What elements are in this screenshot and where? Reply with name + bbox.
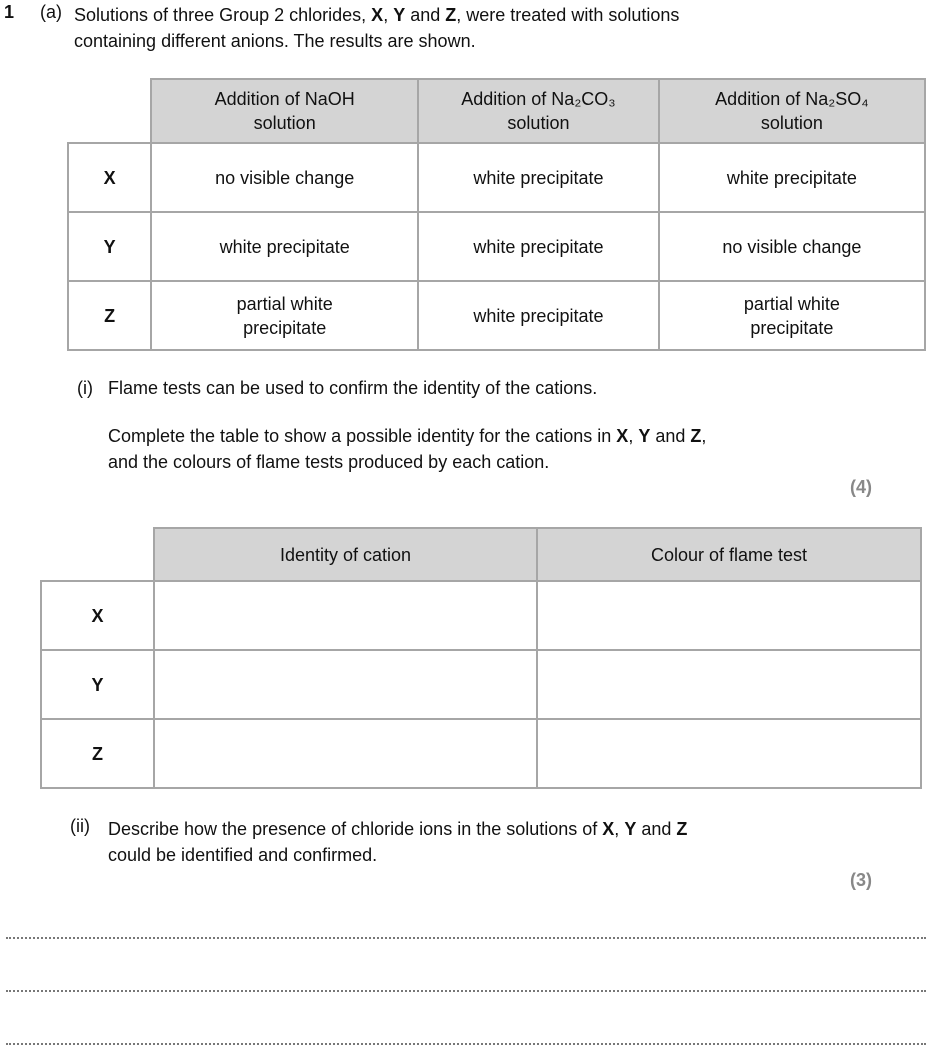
question-text: Describe how the presence of chloride ions in the solutions of [108, 819, 603, 839]
instruction-text: and [650, 426, 691, 446]
part-ii-question [108, 816, 687, 868]
question-part: (a) [40, 2, 62, 22]
results-table [67, 78, 926, 351]
header-na2so4: Addition of Na₂SO₄ solution [659, 79, 925, 143]
question-number: 1 [4, 2, 15, 22]
part-i-instructions [108, 423, 706, 475]
question-intro [74, 2, 679, 54]
row-label: X [41, 581, 154, 650]
cation-answer-cell-x[interactable] [154, 581, 537, 650]
instruction-text: and the colours of flame tests produced by each cation. [108, 452, 550, 472]
table-cell: white precipitate [418, 281, 659, 350]
table-cell: partial white precipitate [151, 281, 418, 350]
table-row [68, 143, 925, 212]
label-z: Z [445, 5, 457, 25]
row-label: Y [41, 650, 154, 719]
question-text: , [614, 819, 625, 839]
question-text: and [636, 819, 677, 839]
label-x: X [602, 819, 615, 839]
table-cell: no visible change [151, 143, 418, 212]
table-cell: white precipitate [418, 212, 659, 281]
answer-line[interactable] [6, 937, 926, 939]
flame-colour-answer-cell-x[interactable] [537, 581, 921, 650]
instruction-text: , [628, 426, 639, 446]
row-label: Z [41, 719, 154, 788]
table-cell: no visible change [659, 212, 925, 281]
flame-colour-answer-cell-z[interactable] [537, 719, 921, 788]
intro-text: Solutions of three Group 2 chlorides, [74, 5, 372, 25]
flame-test-table [40, 527, 922, 789]
header-naoh: Addition of NaOH solution [151, 79, 418, 143]
marks-part-i: (4) [850, 477, 872, 497]
label-y: Y [624, 819, 637, 839]
intro-text: , were treated with solutions [456, 5, 680, 25]
table-row [41, 650, 921, 719]
part-i-line1: Flame tests can be used to confirm the identity of the cations. [108, 378, 598, 398]
header-identity-of-cation: Identity of cation [154, 528, 537, 581]
flame-colour-answer-cell-y[interactable] [537, 650, 921, 719]
table-row [68, 281, 925, 350]
intro-text: , [383, 5, 394, 25]
label-y: Y [393, 5, 406, 25]
label-x: X [616, 426, 629, 446]
table-cell: partial white precipitate [659, 281, 925, 350]
label-y: Y [638, 426, 651, 446]
label-x: X [371, 5, 384, 25]
table-row [41, 719, 921, 788]
answer-line[interactable] [6, 990, 926, 992]
answer-line[interactable] [6, 1043, 926, 1045]
instruction-text: , [701, 426, 707, 446]
table-row [68, 212, 925, 281]
question-text: could be identified and confirmed. [108, 845, 378, 865]
intro-text: containing different anions. The results are shown. [74, 31, 476, 51]
part-ii-number: (ii) [70, 816, 90, 836]
cation-answer-cell-z[interactable] [154, 719, 537, 788]
instruction-text: Complete the table to show a possible identity for the cations in [108, 426, 617, 446]
table-cell: white precipitate [659, 143, 925, 212]
part-i-number: (i) [77, 378, 93, 398]
header-na2co3: Addition of Na₂CO₃ solution [418, 79, 659, 143]
label-z: Z [690, 426, 702, 446]
marks-part-ii: (3) [850, 870, 872, 890]
row-label: X [68, 143, 151, 212]
header-colour-of-flame-test: Colour of flame test [537, 528, 921, 581]
row-label: Y [68, 212, 151, 281]
table-cell: white precipitate [418, 143, 659, 212]
table-cell: white precipitate [151, 212, 418, 281]
label-z: Z [676, 819, 688, 839]
row-label: Z [68, 281, 151, 350]
intro-text: and [405, 5, 446, 25]
cation-answer-cell-y[interactable] [154, 650, 537, 719]
table-row [41, 581, 921, 650]
